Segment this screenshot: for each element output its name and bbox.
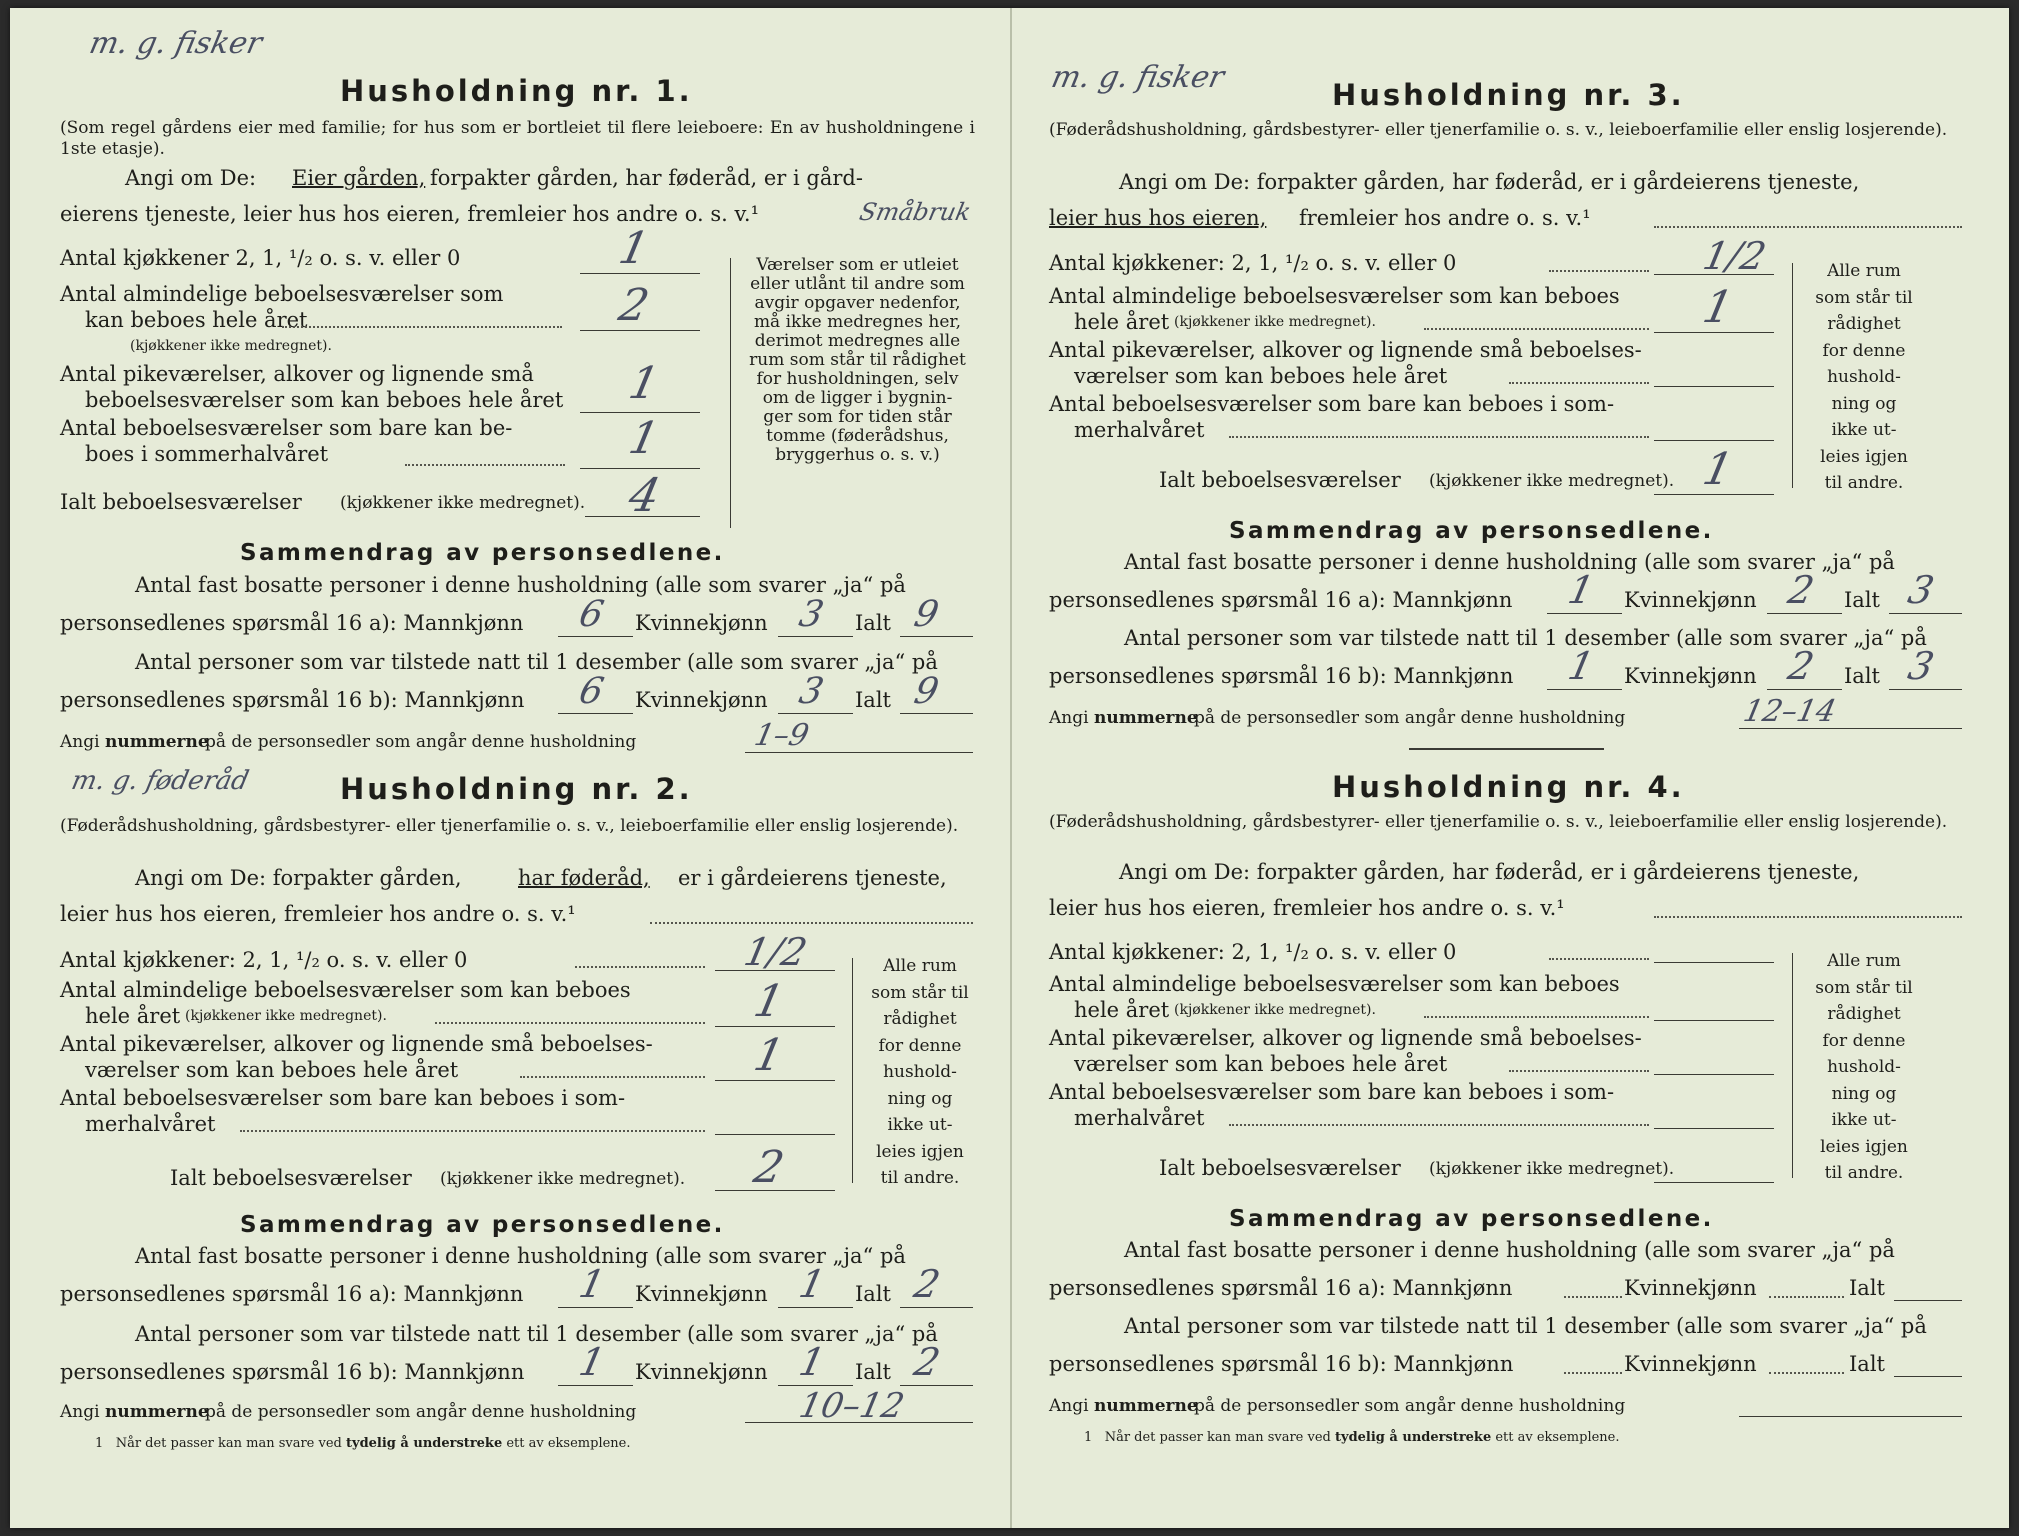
h3-side-note-line: ikke ut- <box>1831 420 1897 440</box>
h2-brace <box>852 958 861 1183</box>
h3-ialt-paren: (kjøkkener ikke medregnet). <box>1429 471 1675 491</box>
h3-alm-value: 1 <box>1698 282 1738 333</box>
h3-side-note <box>1809 258 1919 497</box>
section-separator <box>1409 748 1604 750</box>
h2-fast-line2: personsedlenes spørsmål 16 a): Mannkjønn <box>60 1282 524 1306</box>
h2-annotation: m. g. føderåd <box>68 766 252 796</box>
h2-side-note-line: hushold- <box>883 1062 957 1082</box>
h3-fast-line1: Antal fast bosatte personer i denne husholdning (alle som svarer „ja“ på <box>1124 550 1895 574</box>
h2-ialt-paren: (kjøkkener ikke medregnet). <box>440 1169 686 1189</box>
h3-alm-label-1: Antal almindelige beboelsesværelser som kan beboes <box>1049 284 1620 308</box>
footnote-left: 1 Når det passer kan man svare ved tydelig å understreke ett av eksemplene. <box>95 1436 631 1451</box>
h4-kitchens-value-line <box>1654 962 1774 963</box>
h3-som-label-2: merhalvåret <box>1074 418 1205 442</box>
h3-side-note-line: til andre. <box>1824 473 1904 493</box>
h2-fast-mann: 1 <box>575 1262 609 1306</box>
h2-alm-label-2: hele året <box>85 1004 181 1028</box>
h2-ialt-label: Ialt beboelsesværelser <box>170 1166 412 1190</box>
h2-alm-value: 1 <box>749 976 789 1027</box>
h1-side-note-line: om de ligger i bygnin- <box>762 388 953 408</box>
h2-fast-ialt: 2 <box>910 1262 944 1306</box>
h3-kitchens-value: 1/2 <box>1699 234 1770 278</box>
h2-pike-value: 1 <box>749 1030 789 1081</box>
h1-tils-kvinne-label: Kvinnekjønn <box>635 688 768 712</box>
h2-side-note-line: ikke ut- <box>887 1115 953 1135</box>
h1-side-note-line: må ikke medregnes her, <box>753 312 962 332</box>
h4-som-value-line <box>1654 1128 1774 1129</box>
h2-angi-post: er i gårdeierens tjeneste, <box>678 866 947 890</box>
h4-fast-ialt-label: Ialt <box>1849 1276 1885 1300</box>
h1-side-note-line: Værelser som er utleiet <box>756 255 959 275</box>
h4-ialt-label: Ialt beboelsesværelser <box>1159 1156 1401 1180</box>
h2-kitchens-value: 1/2 <box>740 930 811 974</box>
h3-tils-ialt-label: Ialt <box>1844 664 1880 688</box>
h3-ialt-value: 1 <box>1698 444 1738 495</box>
h1-pike-value: 1 <box>624 358 664 409</box>
h1-ialt-paren: (kjøkkener ikke medregnet). <box>340 493 586 513</box>
h1-annotation: m. g. fisker <box>86 26 266 61</box>
h2-tils-kvinne: 1 <box>795 1340 829 1384</box>
h4-angi-line2: leier hus hos eieren, fremleier hos andre o. s. v.¹ <box>1049 896 1565 920</box>
h1-alm-label-3: (kjøkkener ikke medregnet). <box>130 338 332 354</box>
page-fold <box>1010 8 1012 1528</box>
h2-side-note-line: Alle rum <box>883 956 957 976</box>
h3-som-value-line <box>1654 440 1774 441</box>
h2-alm-label-1: Antal almindelige beboelsesværelser som kan beboes <box>60 978 631 1002</box>
h2-fast-kvinne: 1 <box>795 1262 829 1306</box>
h1-alm-label-1: Antal almindelige beboelsesværelser som <box>60 282 504 306</box>
h2-nummer-bold: nummerne <box>105 1402 209 1422</box>
h2-som-label-2: merhalvåret <box>85 1112 216 1136</box>
h3-side-note-line: Alle rum <box>1827 261 1901 281</box>
h3-side-note-line: som står til <box>1815 287 1913 308</box>
h4-alm-label-3: (kjøkkener ikke medregnet). <box>1174 1002 1376 1018</box>
h1-side-note-line: eller utlånt til andre som <box>750 274 965 294</box>
h1-brace <box>730 258 739 528</box>
h2-alm-label-3: (kjøkkener ikke medregnet). <box>185 1008 387 1024</box>
h1-som-label-2: boes i sommerhalvåret <box>85 442 329 466</box>
h2-fast-ialt-label: Ialt <box>855 1282 891 1306</box>
h1-alm-value: 2 <box>614 280 654 331</box>
h1-fast-kvinne: 3 <box>795 594 828 635</box>
h3-fast-kvinne: 2 <box>1784 568 1818 612</box>
h4-nummer-pre: Angi <box>1049 1396 1089 1416</box>
h2-tils-line1: Antal personer som var tilstede natt til 1 desember (alle som svarer „ja“ på <box>135 1322 938 1346</box>
h2-option-foderad: har føderåd, <box>518 866 650 890</box>
h1-side-note-line: avgir opgaver nedenfor, <box>754 293 961 313</box>
h4-alm-label-2: hele året <box>1074 998 1170 1022</box>
h3-pike-value-line <box>1654 386 1774 387</box>
h4-side-note-line: leies igjen <box>1820 1136 1908 1157</box>
h2-side-note-line: som står til <box>871 982 969 1003</box>
h4-sammendrag: Sammendrag av personsedlene. <box>1229 1206 1714 1232</box>
h2-nummer-post: på de personsedler som angår denne husholdning <box>205 1402 637 1422</box>
h1-tils-kvinne: 3 <box>795 671 828 712</box>
h1-alm-label-2: kan beboes hele året <box>85 308 308 332</box>
h4-side-note-line: hushold- <box>1827 1057 1901 1077</box>
h3-alm-label-2: hele året <box>1074 310 1170 334</box>
h2-ialt-value: 2 <box>749 1142 789 1193</box>
h3-nummer-post: på de personsedler som angår denne husholdning <box>1194 708 1626 728</box>
h4-angi-line1: Angi om De: forpakter gården, har føderåd, er i gårdeierens tjeneste, <box>1119 860 1860 884</box>
h4-side-note-line: for denne <box>1822 1030 1906 1051</box>
h4-tils-ialt-label: Ialt <box>1849 1352 1885 1376</box>
h4-side-note-line: til andre. <box>1824 1163 1904 1183</box>
h3-nummer-bold: nummerne <box>1094 708 1198 728</box>
right-page <box>1014 8 2004 1528</box>
h3-sammendrag: Sammendrag av personsedlene. <box>1229 518 1714 544</box>
h3-som-label-1: Antal beboelsesværelser som bare kan beboes i som- <box>1049 392 1615 416</box>
h2-pike-label-2: værelser som kan beboes hele året <box>85 1058 459 1082</box>
footnote-right: 1 Når det passer kan man svare ved tydelig å understreke ett av eksemplene. <box>1084 1430 1620 1445</box>
h3-alm-label-3: (kjøkkener ikke medregnet). <box>1174 314 1376 330</box>
h3-kitchens-label: Antal kjøkkener: 2, 1, ¹/₂ o. s. v. eller 0 <box>1049 251 1457 275</box>
h2-fast-line1: Antal fast bosatte personer i denne husholdning (alle som svarer „ja“ på <box>135 1244 906 1268</box>
h1-pike-label-1: Antal pikeværelser, alkover og lignende små <box>60 362 534 386</box>
h1-side-note-line: bryggerhus o. s. v.) <box>775 445 940 465</box>
h1-fast-mann: 6 <box>575 594 608 635</box>
h3-side-note-line: leies igjen <box>1820 446 1908 467</box>
h1-angi-label: Angi om De: <box>125 166 257 190</box>
h3-side-note-line: for denne <box>1822 340 1906 361</box>
h1-fast-ialt-label: Ialt <box>855 611 891 635</box>
h1-option-eier: Eier gården, <box>292 166 426 190</box>
h3-fast-ialt: 3 <box>1904 568 1938 612</box>
h2-nummer-pre: Angi <box>60 1402 100 1422</box>
h1-ialt-value: 4 <box>624 468 666 522</box>
h3-fast-line2: personsedlenes spørsmål 16 a): Mannkjønn <box>1049 588 1513 612</box>
h4-nummer-bold: nummerne <box>1094 1396 1198 1416</box>
h1-side-note-line: derimot medregnes alle <box>754 331 961 351</box>
h4-pike-label-2: værelser som kan beboes hele året <box>1074 1052 1448 1076</box>
h4-som-label-1: Antal beboelsesværelser som bare kan beboes i som- <box>1049 1080 1615 1104</box>
h3-angi-line1: Angi om De: forpakter gården, har føderåd, er i gårdeierens tjeneste, <box>1119 170 1860 194</box>
h1-tils-line1: Antal personer som var tilstede natt til 1 desember (alle som svarer „ja“ på <box>135 650 938 674</box>
h4-fast-line2: personsedlenes spørsmål 16 a): Mannkjønn <box>1049 1276 1513 1300</box>
h1-title: Husholdning nr. 1. <box>340 74 693 108</box>
h1-tils-ialt: 9 <box>910 671 943 712</box>
h1-side-note-line: rum som står til rådighet <box>749 350 966 370</box>
h2-side-note-line: rådighet <box>883 1009 957 1029</box>
h3-title: Husholdning nr. 3. <box>1332 78 1685 112</box>
h3-side-note-line: hushold- <box>1827 367 1901 387</box>
h4-side-note-line: ning og <box>1831 1083 1897 1104</box>
h3-side-note-line: ning og <box>1831 393 1897 414</box>
h3-fast-kvinne-label: Kvinnekjønn <box>1624 588 1757 612</box>
h1-tils-mann: 6 <box>575 671 608 712</box>
h1-nummer-pre: Angi <box>60 732 100 752</box>
h1-kitchens-label: Antal kjøkkener 2, 1, ¹/₂ o. s. v. eller 0 <box>60 246 461 270</box>
h4-pike-value-line <box>1654 1074 1774 1075</box>
h4-fast-line1: Antal fast bosatte personer i denne husholdning (alle som svarer „ja“ på <box>1124 1238 1895 1262</box>
h1-fast-ialt: 9 <box>910 594 943 635</box>
h4-tils-line1: Antal personer som var tilstede natt til 1 desember (alle som svarer „ja“ på <box>1124 1314 1927 1338</box>
h2-tils-kvinne-label: Kvinnekjønn <box>635 1360 768 1384</box>
h4-kitchens-label: Antal kjøkkener: 2, 1, ¹/₂ o. s. v. eller 0 <box>1049 940 1457 964</box>
h2-side-note-line: leies igjen <box>876 1141 964 1162</box>
h3-tils-line1: Antal personer som var tilstede natt til 1 desember (alle som svarer „ja“ på <box>1124 626 1927 650</box>
h1-fast-line1: Antal fast bosatte personer i denne husholdning (alle som svarer „ja“ på <box>135 573 906 597</box>
h1-som-label-1: Antal beboelsesværelser som bare kan be- <box>60 416 513 440</box>
h2-kitchens-label: Antal kjøkkener: 2, 1, ¹/₂ o. s. v. eller 0 <box>60 948 468 972</box>
h2-angi-line2: leier hus hos eieren, fremleier hos andre o. s. v.¹ <box>60 902 576 926</box>
h2-side-note-line: for denne <box>878 1035 962 1056</box>
h4-side-note-line: ikke ut- <box>1831 1110 1897 1130</box>
h2-sammendrag: Sammendrag av personsedlene. <box>240 1212 725 1238</box>
h1-side-note-line: tomme (føderådshus, <box>766 426 949 446</box>
h2-som-value-line <box>715 1134 835 1135</box>
h3-nummer-value: 12–14 <box>1740 694 1840 729</box>
h3-tils-kvinne-label: Kvinnekjønn <box>1624 664 1757 688</box>
h2-title: Husholdning nr. 2. <box>340 772 693 806</box>
h3-brace <box>1792 263 1801 488</box>
h2-pike-label-1: Antal pikeværelser, alkover og lignende små beboelses- <box>60 1032 653 1056</box>
h3-tils-line2: personsedlenes spørsmål 16 b): Mannkjønn <box>1049 664 1514 688</box>
h1-angi-answer: Småbruk <box>857 198 974 226</box>
h3-option-leier: leier hus hos eieren, <box>1049 206 1267 230</box>
h4-side-note <box>1809 948 1919 1187</box>
h3-annotation: m. g. fisker <box>1048 60 1228 95</box>
h1-side-note-line: ger som for tiden står <box>763 407 952 427</box>
h1-ialt-label: Ialt beboelsesværelser <box>60 490 302 514</box>
h4-fast-kvinne-label: Kvinnekjønn <box>1624 1276 1757 1300</box>
h4-alm-value-line <box>1654 1020 1774 1021</box>
h4-alm-label-1: Antal almindelige beboelsesværelser som kan beboes <box>1049 972 1620 996</box>
h3-tils-ialt: 3 <box>1904 644 1938 688</box>
h4-pike-label-1: Antal pikeværelser, alkover og lignende små beboelses- <box>1049 1026 1642 1050</box>
h4-side-note-line: Alle rum <box>1827 951 1901 971</box>
h1-note: (Som regel gårdens eier med familie; for hus som er bortleiet til flere leieboere: En av husholdningene i 1ste etasje). <box>60 118 975 159</box>
h1-nummer-post: på de personsedler som angår denne husholdning <box>205 732 637 752</box>
h1-sammendrag: Sammendrag av personsedlene. <box>240 540 725 566</box>
h4-ialt-paren: (kjøkkener ikke medregnet). <box>1429 1159 1675 1179</box>
h1-nummer-bold: nummerne <box>105 732 209 752</box>
h2-tils-line2: personsedlenes spørsmål 16 b): Mannkjønn <box>60 1360 525 1384</box>
h1-pike-label-2: beboelsesværelser som kan beboes hele året <box>85 388 564 412</box>
h4-tils-kvinne-label: Kvinnekjønn <box>1624 1352 1757 1376</box>
h1-kitchens-value: 1 <box>614 223 654 274</box>
h3-angi-post: fremleier hos andre o. s. v.¹ <box>1299 206 1591 230</box>
h3-side-note-line: rådighet <box>1827 314 1901 334</box>
h2-fast-kvinne-label: Kvinnekjønn <box>635 1282 768 1306</box>
h2-note: (Føderådshusholdning, gårdsbestyrer- eller tjenerfamilie o. s. v., leieboerfamilie eller enslig losjerende). <box>60 816 959 836</box>
h2-side-note-line: til andre. <box>880 1168 960 1188</box>
h3-note: (Føderådshusholdning, gårdsbestyrer- eller tjenerfamilie o. s. v., leieboerfamilie eller enslig losjerende). <box>1049 120 1948 140</box>
left-page <box>10 8 1000 1528</box>
h2-tils-ialt-label: Ialt <box>855 1360 891 1384</box>
h4-note: (Føderådshusholdning, gårdsbestyrer- eller tjenerfamilie o. s. v., leieboerfamilie eller enslig losjerende). <box>1049 812 1948 832</box>
h4-side-note-line: rådighet <box>1827 1004 1901 1024</box>
h2-side-note <box>865 953 975 1192</box>
h4-brace <box>1792 953 1801 1178</box>
h2-tils-mann: 1 <box>575 1340 609 1384</box>
h1-fast-line2: personsedlenes spørsmål 16 a): Mannkjønn <box>60 611 524 635</box>
h1-tils-line2: personsedlenes spørsmål 16 b): Mannkjønn <box>60 688 525 712</box>
h3-ialt-label: Ialt beboelsesværelser <box>1159 468 1401 492</box>
h4-side-note-line: som står til <box>1815 977 1913 998</box>
census-form-sheet <box>10 8 2009 1528</box>
h4-som-label-2: merhalvåret <box>1074 1106 1205 1130</box>
h2-angi-pre: Angi om De: forpakter gården, <box>135 866 462 890</box>
h3-pike-label-2: værelser som kan beboes hele året <box>1074 364 1448 388</box>
h1-fast-kvinne-label: Kvinnekjønn <box>635 611 768 635</box>
h2-som-label-1: Antal beboelsesværelser som bare kan beboes i som- <box>60 1086 626 1110</box>
h1-nummer-value: 1–9 <box>751 718 812 753</box>
h3-nummer-pre: Angi <box>1049 708 1089 728</box>
h1-side-note-line: for husholdningen, selv <box>756 369 959 389</box>
h4-nummer-post: på de personsedler som angår denne husholdning <box>1194 1396 1626 1416</box>
h4-tils-line2: personsedlenes spørsmål 16 b): Mannkjønn <box>1049 1352 1514 1376</box>
h1-side-note <box>745 256 970 465</box>
h2-nummer-value: 10–12 <box>795 1386 908 1426</box>
h1-som-value: 1 <box>624 413 664 464</box>
h4-ialt-value-line <box>1654 1182 1774 1183</box>
h1-tils-ialt-label: Ialt <box>855 688 891 712</box>
h2-side-note-line: ning og <box>887 1088 953 1109</box>
h3-fast-mann: 1 <box>1564 568 1598 612</box>
h3-fast-ialt-label: Ialt <box>1844 588 1880 612</box>
h3-pike-label-1: Antal pikeværelser, alkover og lignende små beboelses- <box>1049 338 1642 362</box>
h1-angi-rest: forpakter gården, har føderåd, er i gård- <box>430 166 863 190</box>
h3-tils-kvinne: 2 <box>1784 644 1818 688</box>
h2-tils-ialt: 2 <box>910 1340 944 1384</box>
h1-angi-line2: eierens tjeneste, leier hus hos eieren, fremleier hos andre o. s. v.¹ <box>60 202 759 226</box>
h3-tils-mann: 1 <box>1564 644 1598 688</box>
h4-title: Husholdning nr. 4. <box>1332 770 1685 804</box>
